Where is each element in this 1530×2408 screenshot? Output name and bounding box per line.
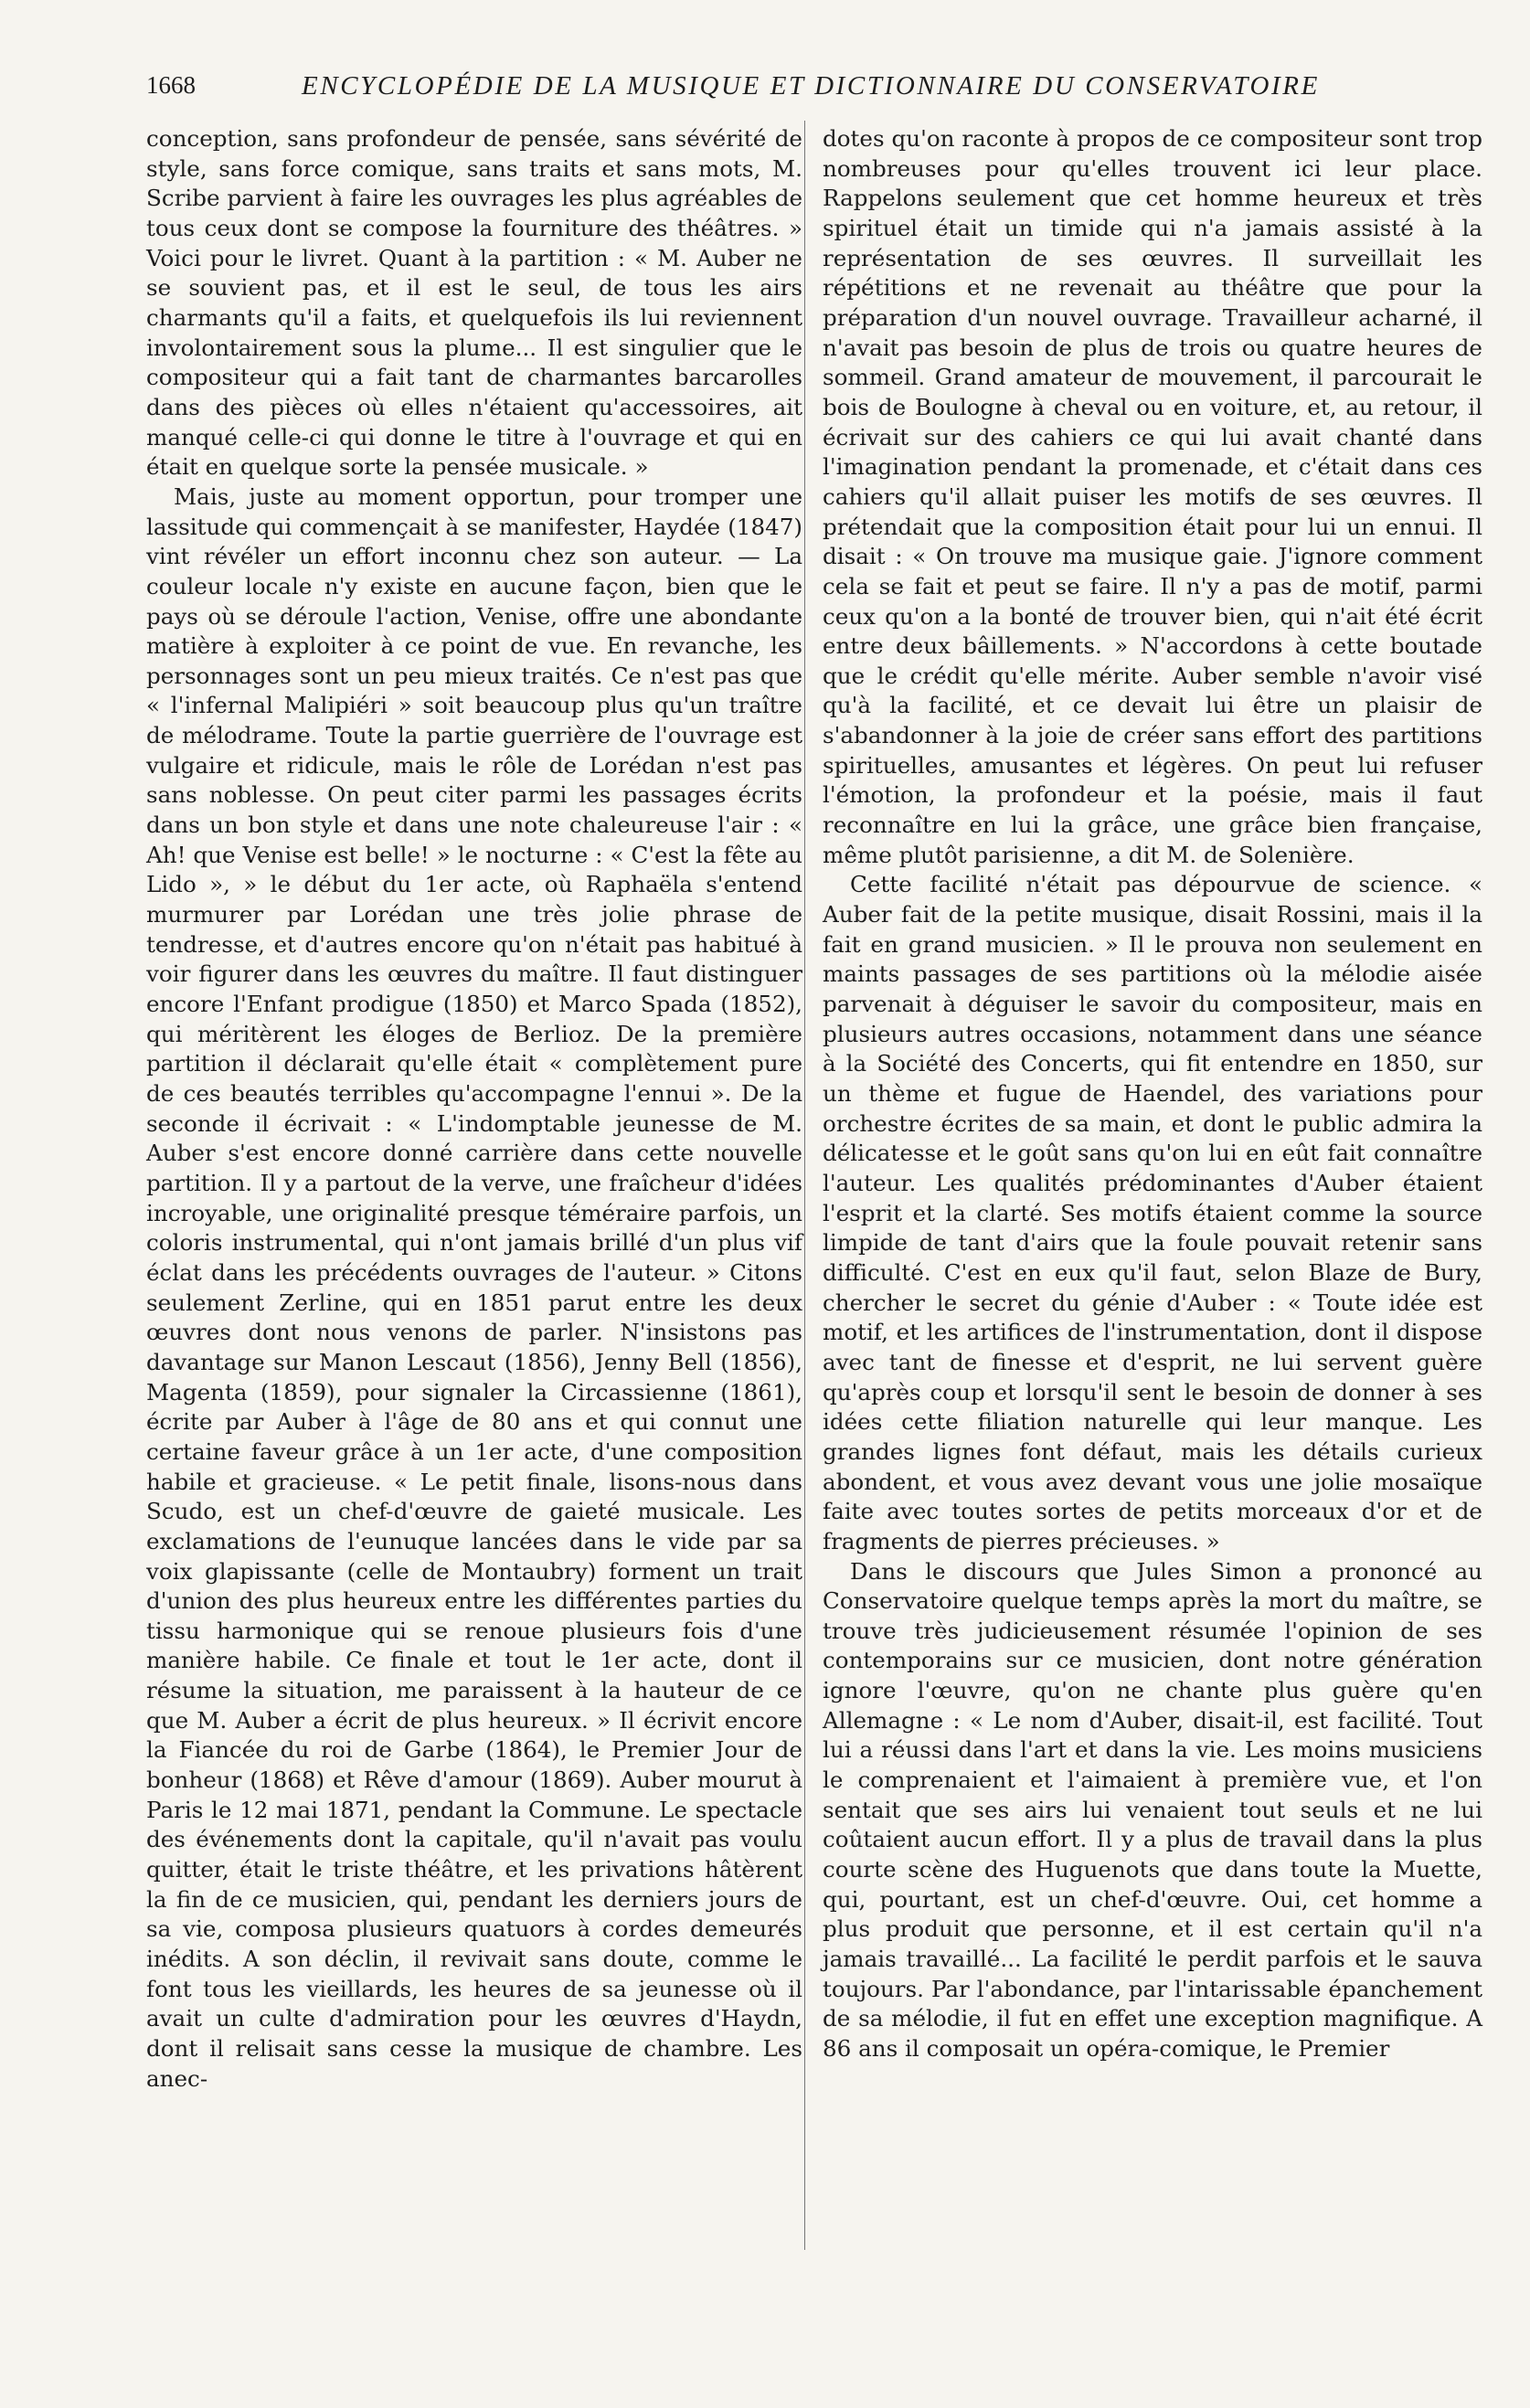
paragraph: dotes qu'on raconte à propos de ce compositeur sont trop nombreuses pour qu'elles trouvent ici leur place. Rappelons seulement que cet homme heureux et très spirituel était un timide qui n'a jamais assisté à la représentation de ses œuvres. Il surveillait les répétitions et ne revenait au théâtre que pour la préparation d'un nouvel ouvrage. Travailleur acharné, il n'avait pas besoin de plus de trois ou quatre heures de sommeil. Grand amateur de mouvement, il parcourait le bois de Boulogne à cheval ou en voiture, et, au retour, il écrivait sur des cahiers ce qui lui avait chanté dans l'imagination pendant la promenade, et c'était dans ces cahiers qu'il allait puiser les motifs de ses œuvres. Il prétendait que la composition était pour lui un ennui. Il disait : « On trouve ma musique gaie. J'ignore comment cela se fait et peut se faire. Il n'y a pas de motif, parmi ceux qu'on a la bonté de trouver bien, qui n'ait été écrit entre deux bâillements. » N'accordons à cette boutade que le crédit qu'elle mérite. Auber semble n'avoir visé qu'à la facilité, et ce devait lui être un plaisir de s'abandonner à la joie de créer sans effort des partitions spirituelles, amusantes et légères. On peut lui refuser l'émotion, la profondeur et la poésie, mais il faut reconnaître en lui la grâce, une grâce bien française, même plutôt parisienne, a dit M. de Solenière.	[823, 125, 1482, 868]
right-column	[823, 124, 1482, 2064]
paragraph: Dans le discours que Jules Simon a prononcé au Conservatoire quelque temps après la mort du maître, se trouve très judicieusement résumée l'opinion de ses contemporains sur ce musicien, dont notre génération ignore l'œuvre, qu'on ne chante plus guère qu'en Allemagne : « Le nom d'Auber, disait-il, est facilité. Tout lui a réussi dans l'art et dans la vie. Les moins musiciens le comprenaient et l'aimaient à première vue, et l'on sentait que ses airs lui venaient tout seuls et ne lui coûtaient aucun effort. Il y a plus de travail dans la plus courte scène des Huguenots que dans toute la Muette, qui, pourtant, est un chef-d'œuvre. Oui, cet homme a plus produit que personne, et il est certain qu'il n'a jamais travaillé... La facilité le perdit parfois et le sauva toujours. Par l'abondance, par l'intarissable épanchement de sa mélodie, il fut en effet une exception magnifique. A 86 ans il composait un opéra-comique, le Premier	[823, 1557, 1482, 2062]
column-divider	[804, 121, 805, 2250]
paragraph: Cette facilité n'était pas dépourvue de science. « Auber fait de la petite musique, disait Rossini, mais il la fait en grand musicien. » Il le prouva non seulement en maints passages de ses partitions où la mélodie aisée parvenait à déguiser le savoir du compositeur, mais en plusieurs autres occasions, notamment dans une séance à la Société des Concerts, qui fit entendre en 1850, sur un thème et fugue de Haendel, des variations pour orchestre écrites de sa main, et dont le public admira la délicatesse et le goût sans qu'on lui en eût fait connaître l'auteur. Les qualités prédominantes d'Auber étaient l'esprit et la clarté. Ses motifs étaient comme la source limpide de tant d'airs que la foule pouvait retenir sans difficulté. C'est en eux qu'il faut, selon Blaze de Bury, chercher le secret du génie d'Auber : « Toute idée est motif, et les artifices de l'instrumentation, dont il dispose avec tant de finesse et d'esprit, ne lui servent guère qu'après coup et lorsqu'il sent le besoin de donner à ses idées cette filiation naturelle qui leur manque. Les grandes lignes font défaut, mais les détails curieux abondent, et vous avez devant vous une jolie mosaïque faite avec toutes sortes de petits morceaux d'or et de fragments de pierres précieuses. »	[823, 871, 1482, 1554]
page-header	[146, 71, 1481, 108]
running-title: ENCYCLOPÉDIE DE LA MUSIQUE ET DICTIONNAIRE DU CONSERVATOIRE	[302, 71, 1320, 101]
page-number: 1668	[146, 71, 196, 99]
left-column	[146, 124, 802, 2094]
paragraph: conception, sans profondeur de pensée, sans sévérité de style, sans force comique, sans traits et sans mots, M. Scribe parvient à faire les ouvrages les plus agréables de tous ceux dont se compose la fourniture des théâtres. » Voici pour le livret. Quant à la partition : « M. Auber ne se souvient pas, et il est le seul, de tous les airs charmants qu'il a faits, et quelquefois ils lui reviennent involontairement sous la plume... Il est singulier que le compositeur qui a fait tant de charmantes barcarolles dans des pièces où elles n'étaient qu'accessoires, ait manqué celle-ci qui donne le titre à l'ouvrage et qui en était en quelque sorte la pensée musicale. »	[146, 125, 802, 481]
paragraph: Mais, juste au moment opportun, pour tromper une lassitude qui commençait à se manifester, Haydée (1847) vint révéler un effort inconnu chez son auteur. — La couleur locale n'y existe en aucune façon, bien que le pays où se déroule l'action, Venise, offre une abondante matière à exploiter à ce point de vue. En revanche, les personnages sont un peu mieux traités. Ce n'est pas que « l'infernal Malipiéri » soit beaucoup plus qu'un traître de mélodrame. Toute la partie guerrière de l'ouvrage est vulgaire et ridicule, mais le rôle de Lorédan n'est pas sans noblesse. On peut citer parmi les passages écrits dans un bon style et dans une note chaleureuse l'air : « Ah! que Venise est belle! » le nocturne : « C'est la fête au Lido », » le début du 1er acte, où Raphaëla s'entend murmurer par Lorédan une très jolie phrase de tendresse, et d'autres encore qu'on n'était pas habitué à voir figurer dans les œuvres du maître. Il faut distinguer encore l'Enfant prodigue (1850) et Marco Spada (1852), qui méritèrent les éloges de Berlioz. De la première partition il déclarait qu'elle était « complètement pure de ces beautés terribles qu'accompagne l'ennui ». De la seconde il écrivait : « L'indomptable jeunesse de M. Auber s'est encore donné carrière dans cette nouvelle partition. Il y a partout de la verve, une fraîcheur d'idées incroyable, une originalité presque téméraire parfois, un coloris instrumental, qui n'ont jamais brillé d'un plus vif éclat dans les précédents ouvrages de l'auteur. » Citons seulement Zerline, qui en 1851 parut entre les deux œuvres dont nous venons de parler. N'insistons pas davantage sur Manon Lescaut (1856), Jenny Bell (1856), Magenta (1859), pour signaler la Circassienne (1861), écrite par Auber à l'âge de 80 ans et qui connut une certaine faveur grâce à un 1er acte, d'une composition habile et gracieuse. « Le petit finale, lisons-nous dans Scudo, est un chef-d'œuvre de gaieté musicale. Les exclamations de l'eunuque lancées dans le vide par sa voix glapissante (celle de Montaubry) forment un trait d'union des plus heureux entre les différentes parties du tissu harmonique qui se renoue plusieurs fois d'une manière habile. Ce finale et tout le 1er acte, dont il résume la situation, me paraissent à la hauteur de ce que M. Auber a écrit de plus heureux. » Il écrivit encore la Fiancée du roi de Garbe (1864), le Premier Jour de bonheur (1868) et Rêve d'amour (1869). Auber mourut à Paris le 12 mai 1871, pendant la Commune. Le spectacle des événements dont la capitale, qu'il n'avait pas voulu quitter, était le triste théâtre, et les privations hâtèrent la fin de ce musicien, qui, pendant les derniers jours de sa vie, composa plusieurs quatuors à cordes demeurés inédits. A son déclin, il revivait sans doute, comme le font tous les vieillards, les heures de sa jeunesse où il avait un culte d'admiration pour les œuvres d'Haydn, dont il relisait sans cesse la musique de chambre. Les anec-	[146, 483, 802, 2092]
